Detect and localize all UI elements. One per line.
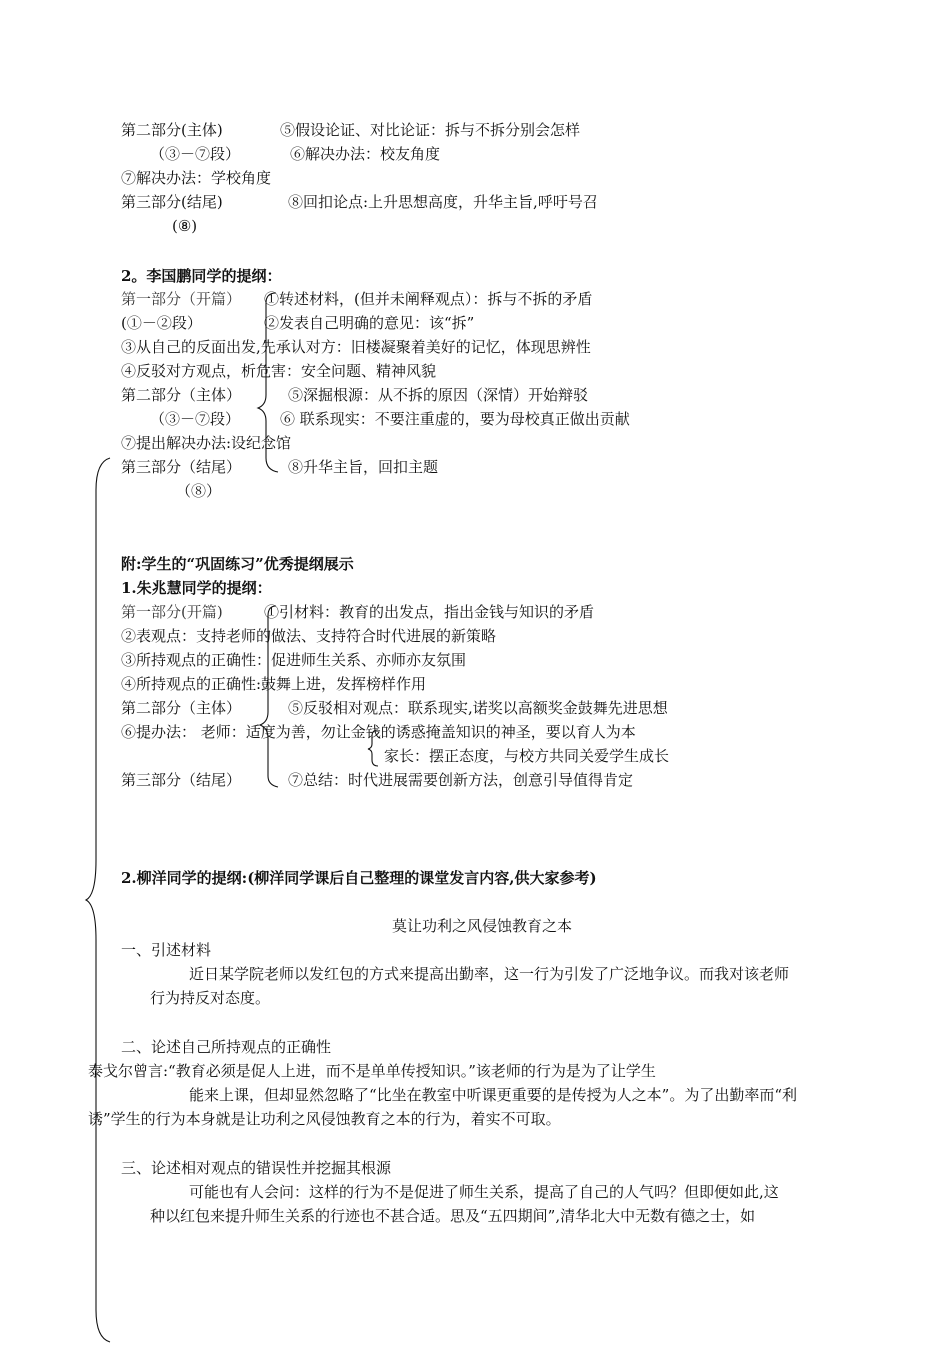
appendix-item1: ①引材料：教育的出发点，指出金钱与知识的矛盾 <box>264 603 595 621</box>
outline2-item5: ⑤深掘根源：从不拆的原因（深情）开始辩驳 <box>288 386 589 404</box>
outline2-part2-range: （③－⑦段） <box>150 410 241 428</box>
outline1-part2-label: 第二部分(主体) <box>121 121 223 139</box>
outline2-part2-label: 第二部分（主体） <box>121 386 242 404</box>
appendix-item6: ⑥提办法： 老师：适度为善，勿让金钱的诱惑掩盖知识的神圣，要以育人为本 <box>121 723 636 741</box>
essay-para2-line1: 泰戈尔曾言:“教育必须是促人上进，而不是单单传授知识。”该老师的行为是为了让学生 <box>88 1062 656 1080</box>
outline2-part1-label: 第一部分（开篇） <box>121 290 242 308</box>
outline1-item7: ⑦解决办法：学校角度 <box>121 169 272 187</box>
essay-para3-line2: 种以红包来提升师生关系的行迹也不甚合适。思及“五四期间”,清华北大中无数有德之士，如 <box>150 1207 756 1225</box>
appendix-item4: ④所持观点的正确性:鼓舞上进，发挥榜样作用 <box>121 675 427 693</box>
appendix-item5: ⑤反驳相对观点：联系现实,诺奖以高额奖金鼓舞先进思想 <box>288 699 668 717</box>
outline2-item3: ③从自己的反面出发,先承认对方：旧楼凝聚着美好的记忆，体现思辨性 <box>121 338 591 356</box>
outline2-part1-range: (①－②段） <box>121 314 202 332</box>
essay-section3: 三、论述相对观点的错误性并挖掘其根源 <box>121 1159 392 1177</box>
outline2-item2: ②发表自己明确的意见：该“拆” <box>264 314 475 332</box>
essay-para2-line2: 能来上课，但却显然忽略了“比坐在教室中听课更重要的是传授为人之本”。为了出勤率而“利 <box>189 1086 798 1104</box>
appendix-heading: 附:学生的“巩固练习”优秀提纲展示 <box>121 555 354 573</box>
appendix-item7: ⑦总结：时代进展需要创新方法，创意引导值得肯定 <box>288 771 634 789</box>
appendix-item6-parents: 家长：摆正态度，与校方共同关爱学生成长 <box>384 747 670 765</box>
outline2-item1: ①转述材料，(但并未阐释观点）：拆与不拆的矛盾 <box>264 290 593 308</box>
outline1-part3-range: (⑧) <box>172 217 198 235</box>
outline1-item8: ⑧回扣论点:上升思想高度，升华主旨,呼吁号召 <box>288 193 598 211</box>
outline2-item7: ⑦提出解决办法:设纪念馆 <box>121 434 292 452</box>
outline1-item5: ⑤假设论证、对比论证：拆与不拆分别会怎样 <box>280 121 581 139</box>
outline1-part2-range: （③－⑦段） <box>150 145 241 163</box>
outline1-part3-label: 第三部分(结尾) <box>121 193 223 211</box>
essay-para1-line1: 近日某学院老师以发红包的方式来提高出勤率，这一行为引发了广泛地争议。而我对该老师 <box>189 965 790 983</box>
essay-title: 莫让功利之风侵蚀教育之本 <box>392 917 573 935</box>
appendix-outline1-heading: 1.朱兆慧同学的提纲： <box>121 579 272 597</box>
essay-section2: 二、论述自己所持观点的正确性 <box>121 1038 332 1056</box>
large-left-brace <box>86 458 110 1342</box>
outline2-item4: ④反驳对方观点，析危害：安全问题、精神风貌 <box>121 362 437 380</box>
outline2-item6: ⑥ 联系现实：不要注重虚的，要为母校真正做出贡献 <box>280 410 630 428</box>
outline1-item6: ⑥解决办法：校友角度 <box>290 145 441 163</box>
essay-para3-line1: 可能也有人会问：这样的行为不是促进了师生关系，提高了自己的人气吗？但即便如此,这 <box>189 1183 779 1201</box>
outline2-part3-range: （⑧） <box>176 482 222 500</box>
essay-section1: 一、引述材料 <box>121 941 212 959</box>
appendix-part2-label: 第二部分（主体） <box>121 699 242 717</box>
outline2-part3-label: 第三部分（结尾） <box>121 458 242 476</box>
essay-para1-line2: 行为持反对态度。 <box>150 989 271 1007</box>
appendix-part3-label: 第三部分（结尾） <box>121 771 242 789</box>
outline2-item8: ⑧升华主旨，回扣主题 <box>288 458 439 476</box>
essay-para2-line3: 诱”学生的行为本身就是让功利之风侵蚀教育之本的行为，着实不可取。 <box>88 1110 561 1128</box>
outline2-heading: 2。李国鹏同学的提纲： <box>121 267 282 285</box>
appendix-item3: ③所持观点的正确性：促进师生关系、亦师亦友氛围 <box>121 651 467 669</box>
essay-heading: 2.柳洋同学的提纲:(柳洋同学课后自己整理的课堂发言内容,供大家参考) <box>121 869 597 887</box>
appendix-part1-label: 第一部分(开篇) <box>121 603 223 621</box>
appendix-item2: ②表观点：支持老师的做法、支持符合时代进展的新策略 <box>121 627 497 645</box>
